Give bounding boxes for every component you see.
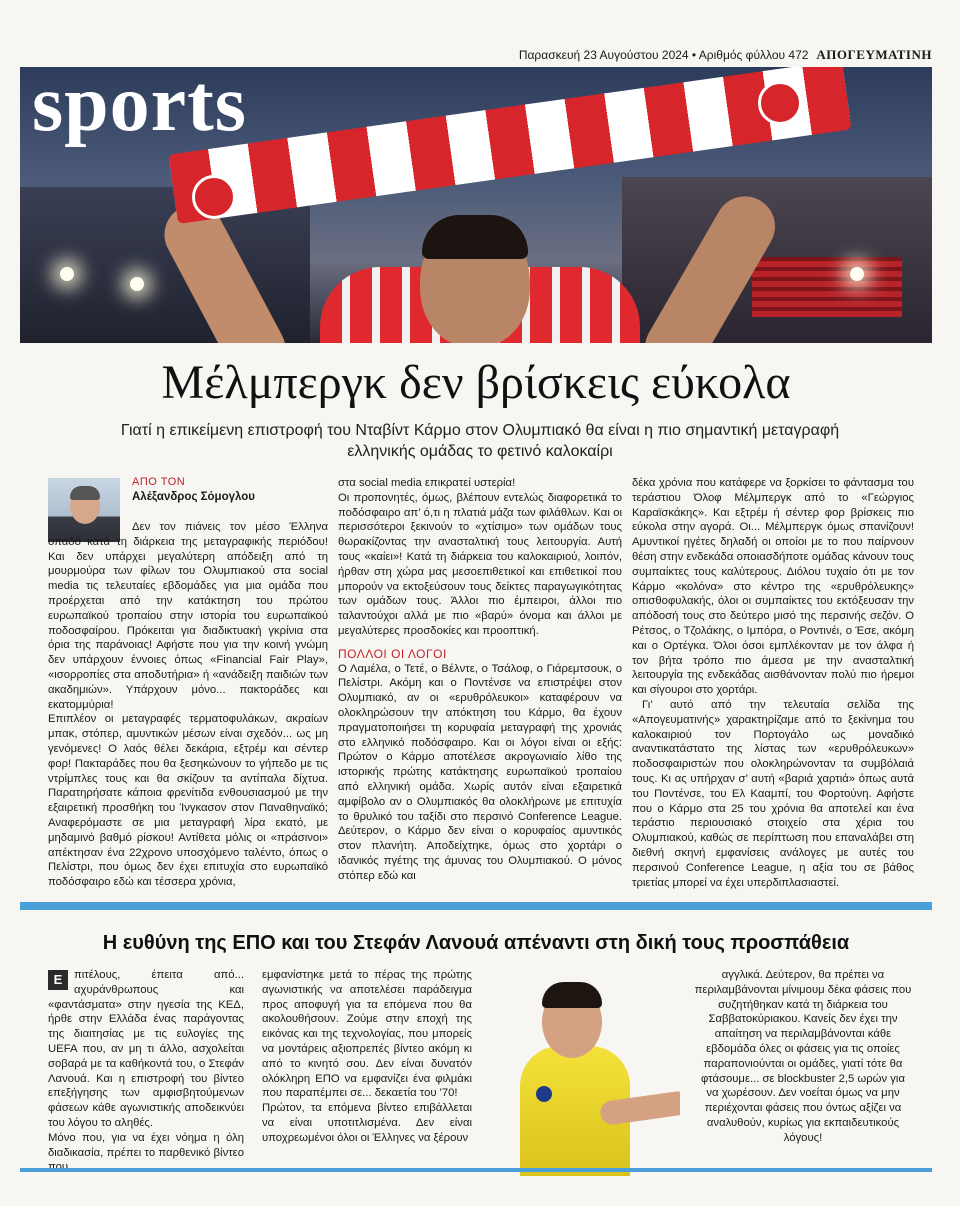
publication-name: ΑΠΟΓΕΥΜΑΤΙΝΗ	[816, 47, 932, 62]
article2-column-2	[262, 968, 472, 1146]
article2-column-1	[48, 968, 244, 1175]
stadium-light	[130, 277, 144, 291]
article-column-2	[338, 476, 622, 884]
article-title: Μέλμπεργκ δεν βρίσκεις εύκολα	[161, 356, 791, 409]
dropcap: Ε	[48, 970, 68, 990]
article-paragraph: στα social media επικρατεί υστερία!	[338, 477, 516, 489]
section-label: sports	[32, 67, 247, 148]
author-from-label: ΑΠΟ ΤΟΝ	[132, 476, 186, 488]
player-hair	[422, 215, 528, 259]
referee-hair	[542, 982, 602, 1008]
stadium-seats	[752, 257, 902, 317]
article-paragraph: δέκα χρόνια που κατάφερε να ξορκίσει το φάντασμα του τεράστιου Όλοφ Μέλμπεργκ από το «Γεώργιος Καραϊσκάκης». Και εξτρέμ ή σέντερ φορ βρίσκεις πιο εύκολα στην αγορά. Οι... Μέλμπεργκ όμως σπανίζουν! Αμυντικοί ηγέτες δηλαδή οι οποίοι με το που παίρνουν θέση στην ενδεκάδα οποιασδήποτε ομάδας κάνουν τους συμπαίκτες τους καλύτερους. Διόλου τυχαίο ότι με τον Κάρμο «κολόνα» στο κέντρο της «ερυθρόλευκης» οπισθοφυλακής, όλοι οι συμπαίκτες του εκτόξευσαν την απόδοσή τους στο δεύτερο μισό της περσινής σεζόν. Ο Ρέτσος, ο Τζολάκης, ο Ιμπόρα, ο Ροντινέι, ο Έσε, ακόμη και ο Ορτέγκα. Όλοι όσοι εμπλέκονταν με τον άλφα ή τον βήτα τρόπο πιο άμεσα με την ανασταλτική λειτουργία της ενδεκάδας αισθάνονταν πολύ πιο ήρεμοι και σίγουροι στο χορτάρι.	[632, 477, 914, 697]
referee-badge-icon	[536, 1086, 552, 1102]
author-name: Αλέξανδρος Σόμογλου	[132, 491, 255, 503]
article-subtitle: Γιατί η επικείμενη επιστροφή του Νταβίντ Κάρμο στον Ολυμπιακό θα είναι η πιο σημαντική μεταγραφή ελληνικής ομάδας το φετινό καλοκαίρι	[120, 422, 840, 460]
section-heading: ΠΟΛΛΟΙ ΟΙ ΛΟΓΟΙ	[338, 646, 447, 661]
scarf-crest-icon	[758, 81, 802, 125]
article-paragraph: Δεν τον πιάνεις τον μέσο Έλληνα οπαδό κατά τη διάρκεια της μεταγραφικής περιόδου! Και δεν υπάρχει μεγαλύτερη απόδειξη από τη μουρμούρα των φίλων του Ολυμπιακού στα social media τις τελευταίες εβδομάδες για μια ομάδα που προέρχεται από την κατάκτηση του πρώτου ευρωπαϊκού τροπαίου στην ιστορία του ευρωπαϊκού ποδοσφαίρου. Πρόκειται για διαδικτυακή γκρίνια στα όρια της παράνοιας! Αφήστε που για την κοινή γνώμη δεν υπάρχουν έννοιες όπως «Financial Fair Play», «ισορροπίες στα αποδυτήρια» ή «ανάδειξη παιδιών των ακαδημιών». Υπάρχουν μόνο... πακτοράδες και εκατομμύρια!	[48, 521, 328, 711]
article-paragraph: Πρώτον, τα επόμενα βίντεο επιβάλλεται να είναι υποτιτλισμένα. Δεν είναι υποχρεωμένοι όλοι οι Έλληνες να ξέρουν	[262, 1102, 472, 1144]
article-paragraph: Ο Λαμέλα, ο Τετέ, ο Βέλντε, ο Τσάλοφ, ο Γιάρεμτσουκ, ο Πελίστρι. Ακόμη και ο Ποντένσε να επιστρέψει στον Ολυμπιακό, αν οι «ερυθρόλευκοι» καταφέρουν να ολοκληρώσουν την απόκτηση του Κάρμο, θα έχουν πραγματοποιήσει τη κορυφαία μεταγραφή της χρονιάς στο ελληνικό ποδόσφαιρο. Και οι λόγοι είναι οι εξής: Πρώτον ο Κάρμο αποτέλεσε ακρογωνιαίο λίθο της ιστορικής πρώτης κατάκτησης ευρωπαϊκού τροπαίου από ελληνική ομάδα. Χωρίς αυτόν είναι εξαιρετικά αμφίβολο αν ο Ολυμπιακός θα ολοκλήρωνε με επιτυχία το θρυλικό του ταξίδι στο περσινό Conference League. Δεύτερον, ο Κάρμο δεν είναι ο κορυφαίος αμυντικός στον πλανήτη. Αποδείχτηκε, όμως στο χορτάρι ο ιδανικός πγέτης της άμυνας του Ολυμπιακού. Ο μόνος στόπερ εδώ και	[338, 662, 622, 882]
stadium-light	[850, 267, 864, 281]
article-paragraph	[48, 968, 244, 1131]
article-paragraph: Γι’ αυτό από την τελευταία σελίδα της «Απογευματινής» χαρακτηρίζαμε από το ξεκίνημα του καλοκαιριού τον Πορτογάλο ως μοναδικό αναντικατάστατο της λίστας των «ερυθρόλευκων» ποδοσφαιριστών που ολοκληρώνονταν τα συμβόλαιά τους. Κι ας υπήρχαν σ’ αυτή «βαριά χαρτιά» όπως αυτά του Ποντένσε, του Ελ Κααμπί, του Φορτούνη. Αφήστε που ο Κάρμο στα 25 του χρόνια θα αποτελεί και ένα τεράστιο περιουσιακό στοιχείο στα χέρια του Ολυμπιακού, καθώς σε περίπτωση που επαναλάβει στη διεθνή σκηνή εμφανίσεις ανάλογες με αυτές του περσινού Conference League, η αξία του σε βάθος τριετίας μπορεί να έχει υπερδιπλασιαστεί.	[632, 698, 914, 889]
referee-photo	[480, 966, 680, 1176]
stadium-light	[60, 267, 74, 281]
scarf-crest-icon	[192, 175, 236, 219]
article-paragraph: αγγλικά. Δεύτερον, θα πρέπει να περιλαμβάνονται μίνιμουμ δέκα φάσεις που συζητήθηκαν κατά τη διάρκεια του Σαββατοκύριακου. Κανείς δεν έχει την απαίτηση να περιλαμβάνονται κάθε εβδομάδα όλες οι φάσεις για τις οποίες παραπονιούνται οι ομάδες, γιατί τότε θα φτάσουμε... σε blockbuster 2,5 ωρών για να χωρέσουν. Δεν νοείται όμως να μην περιέχονται φάσεις που όντως αξίζει να αναλυθούν, κυρίως για εκπαιδευτικούς λόγους!	[694, 969, 912, 1144]
page-header	[20, 44, 932, 66]
article2-title: Η ευθύνη της ΕΠΟ και του Στεφάν Λανουά απέναντι στη δική τους προσπάθεια	[102, 932, 850, 954]
article-text: πιτέλους, έπειτα από... αχυράνθρωπους και «φαντάσματα» στην ηγεσία της ΚΕΔ, ήρθε στην Ελλάδα ένας παράγοντας της διαιτησίας με τις ευλογίες της UEFA που, αν μη τι άλλο, ασχολείται σοβαρά με τα καθήκοντά του, ο Στεφάν Λανουά. Και η επιστροφή του βίντεο επεξήγησης των αμφισβητούμενων φάσεων κάθε αγωνιστικής αποδεικνύει του λόγου το αληθές.	[48, 969, 244, 1129]
article-paragraph: εμφανίστηκε μετά το πέρας της πρώτης αγωνιστικής να αποτελέσει παράδειγμα προς αποφυγή για τα επόμενα που θα ακολουθήσουν. Ζούμε στην εποχή της εικόνας και της τεχνολογίας, που μπορείς να μοντάρεις αξιοπρεπές βίντεο ακόμη κι από το κινητό σου. Δεν είναι δυνατόν ολόκληρη ΕΠΟ να εμφανίζει ένα φιλμάκι που παραπέμπει σε... δεκαετία του '70!	[262, 969, 472, 1100]
article-paragraph: Επιπλέον οι μεταγραφές τερματοφυλάκων, ακραίων μπακ, στόπερ, αμυντικών μέσων είναι σχεδόν... ως μη γενόμενες! Ο λαός θέλει δεκάρια, εξτρέμ και σέντερ φορ! Πακταράδες που θα ξεσηκώνουν το γήπεδο με τις ντρίμπλες τους και θα σκίζουν τα αντίπαλα δίχτυα. Παρατηρήσατε κάποια φρενίτιδα ενθουσιασμού με την εξαιρετική προσθήκη του Ίνγκασον στον Παναθηναϊκό; Αναφερόμαστε σε μια μεταγραφή λίρα εκατό, με μηδαμινό βαθμό ρίσκου! Αντίθετα μόλις οι «πράσινοι» απέκτησαν ένα 22χρονο υποσχόμενο ταλέντο, όπως ο Πελίστρι, που όμως δεν έχει επιτυχία στο ευρωπαϊκό ποδόσφαιρο εδώ και τέσσερα χρόνια,	[48, 713, 328, 889]
article2-column-3	[694, 968, 912, 1146]
bottom-divider	[20, 1168, 932, 1172]
article-paragraph: Μόνο που, για να έχει νόημα η όλη διαδικασία, πρέπει το παρθενικό βίντεο	[48, 1131, 244, 1159]
article-paragraph: Οι προπονητές, όμως, βλέπουν εντελώς διαφορετικά το ποδόσφαιρο απ’ ό,τι η πλατιά μάζα των φιλάθλων. Και οι περισσότεροι ξεκινούν το «χτίσιμο» των ομάδων τους θωρακίζοντας την ανασταλτική τους λειτουργία. Αυτή τους «καίει»! Κατά τη διάρκεια του καλοκαιριού, λοιπόν, ήρθαν στη χώρα μας μεσοεπιθετικοί και επιθετικοί που μπορούν να εκτοξεύσουν τους δείκτες παραγωγικότητας των ομάδων τους. Άλλοι πιο έμπειροι, άλλοι πιο ταλαντούχοι αλλά με πιο «βαρύ» όνομα και άλλοι με μεγαλύτερες προσδοκίες και προοπτική.	[338, 491, 622, 637]
section-divider	[20, 902, 932, 910]
hero-photo	[20, 67, 932, 343]
author-hair	[70, 486, 100, 500]
issue-date: Παρασκευή 23 Αυγούστου 2024 • Αριθμός φύλλου 472	[518, 48, 809, 62]
article-column-1	[48, 520, 328, 890]
article-column-3	[632, 476, 914, 890]
